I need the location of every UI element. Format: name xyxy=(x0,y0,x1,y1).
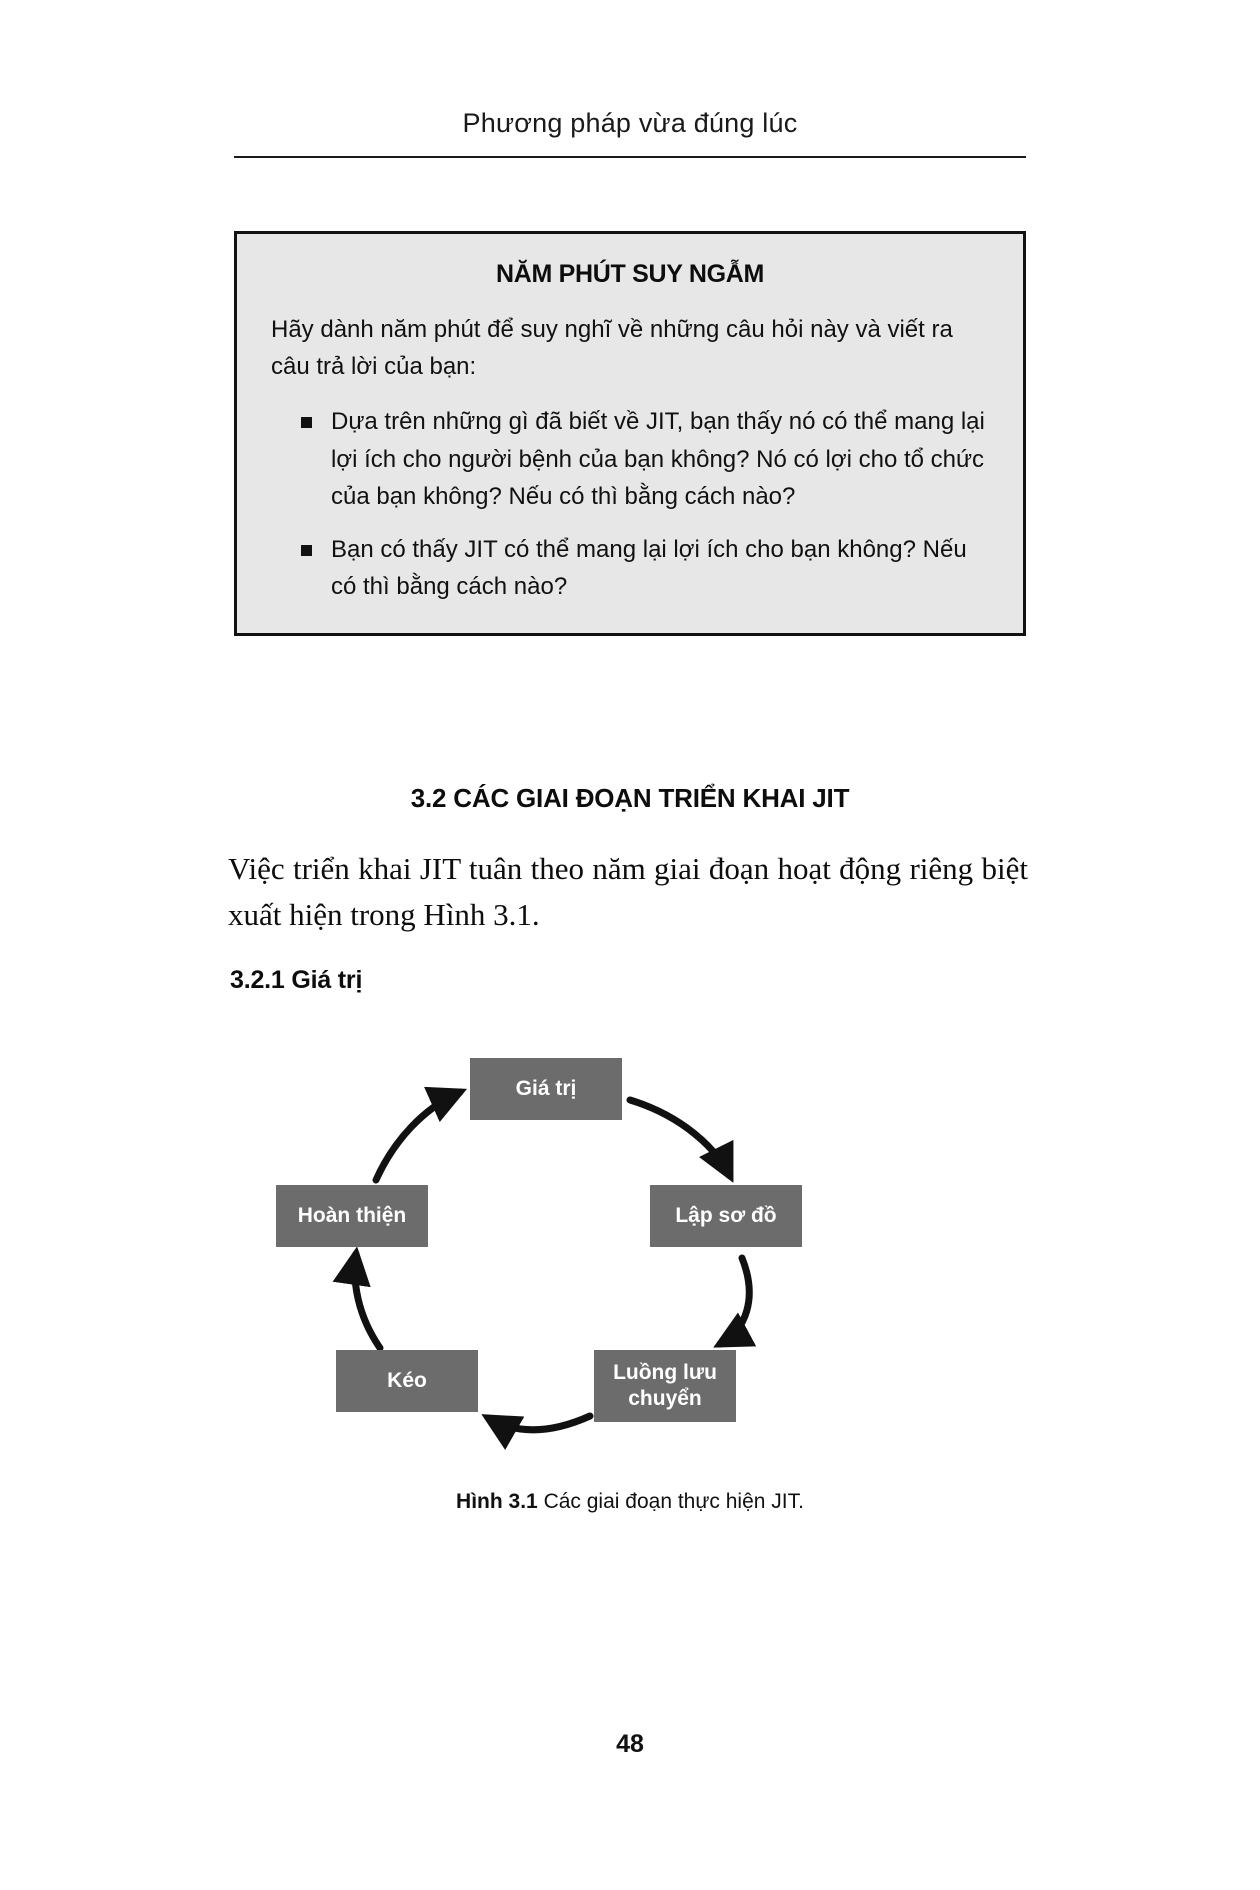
figure-caption xyxy=(230,1490,1030,1514)
figure-caption-label: Hình 3.1 xyxy=(456,1490,544,1513)
running-header xyxy=(230,108,1030,139)
page-number: 48 xyxy=(616,1730,644,1758)
reflection-box xyxy=(234,231,1026,636)
arrow-value-to-map xyxy=(630,1100,730,1176)
diagram-node-map: Lập sơ đồ xyxy=(650,1185,802,1247)
list-item xyxy=(271,403,989,515)
diagram-node-flow: Luồng lưu chuyển xyxy=(594,1350,736,1422)
figure-caption-text: Các giai đoạn thực hiện JIT. xyxy=(543,1490,804,1513)
diagram-node-pull: Kéo xyxy=(336,1350,478,1412)
square-bullet-icon xyxy=(301,545,312,556)
reflection-box-title: NĂM PHÚT SUY NGẪM xyxy=(495,260,765,288)
section-heading: 3.2 CÁC GIAI ĐOẠN TRIỂN KHAI JIT xyxy=(410,783,850,813)
reflection-box-intro: Hãy dành năm phút để suy nghĩ về những câu hỏi này và viết ra câu trả lời của bạn: xyxy=(271,316,953,381)
arrow-pull-to-perfection xyxy=(355,1254,380,1348)
header-title: Phương pháp vừa đúng lúc xyxy=(462,108,798,138)
reflection-bullet-list xyxy=(271,403,989,605)
diagram-node-perfection: Hoàn thiện xyxy=(276,1185,428,1247)
arrow-perfection-to-value xyxy=(376,1092,460,1180)
diagram-node-value: Giá trị xyxy=(470,1058,622,1120)
square-bullet-icon xyxy=(301,417,312,428)
list-item-text: Bạn có thấy JIT có thể mang lại lợi ích cho bạn không? Nếu có thì bằng cách nào? xyxy=(331,535,967,601)
header-divider xyxy=(234,156,1026,158)
subsection-heading: 3.2.1 Giá trị xyxy=(230,966,363,994)
arrow-map-to-flow xyxy=(720,1258,749,1344)
list-item-text: Dựa trên những gì đã biết về JIT, bạn thấy nó có thể mang lại lợi ích cho người bệnh của bạn không? Nó có lợi cho tổ chức của bạn không? Nếu có thì bằng cách nào? xyxy=(331,408,985,510)
figure-cycle-diagram xyxy=(230,1030,1030,1450)
arrow-flow-to-pull xyxy=(488,1416,590,1430)
list-item xyxy=(271,531,989,605)
body-paragraph: Việc triển khai JIT tuân theo năm giai đoạn hoạt động riêng biệt xuất hiện trong Hình 3.1. xyxy=(228,851,1028,932)
